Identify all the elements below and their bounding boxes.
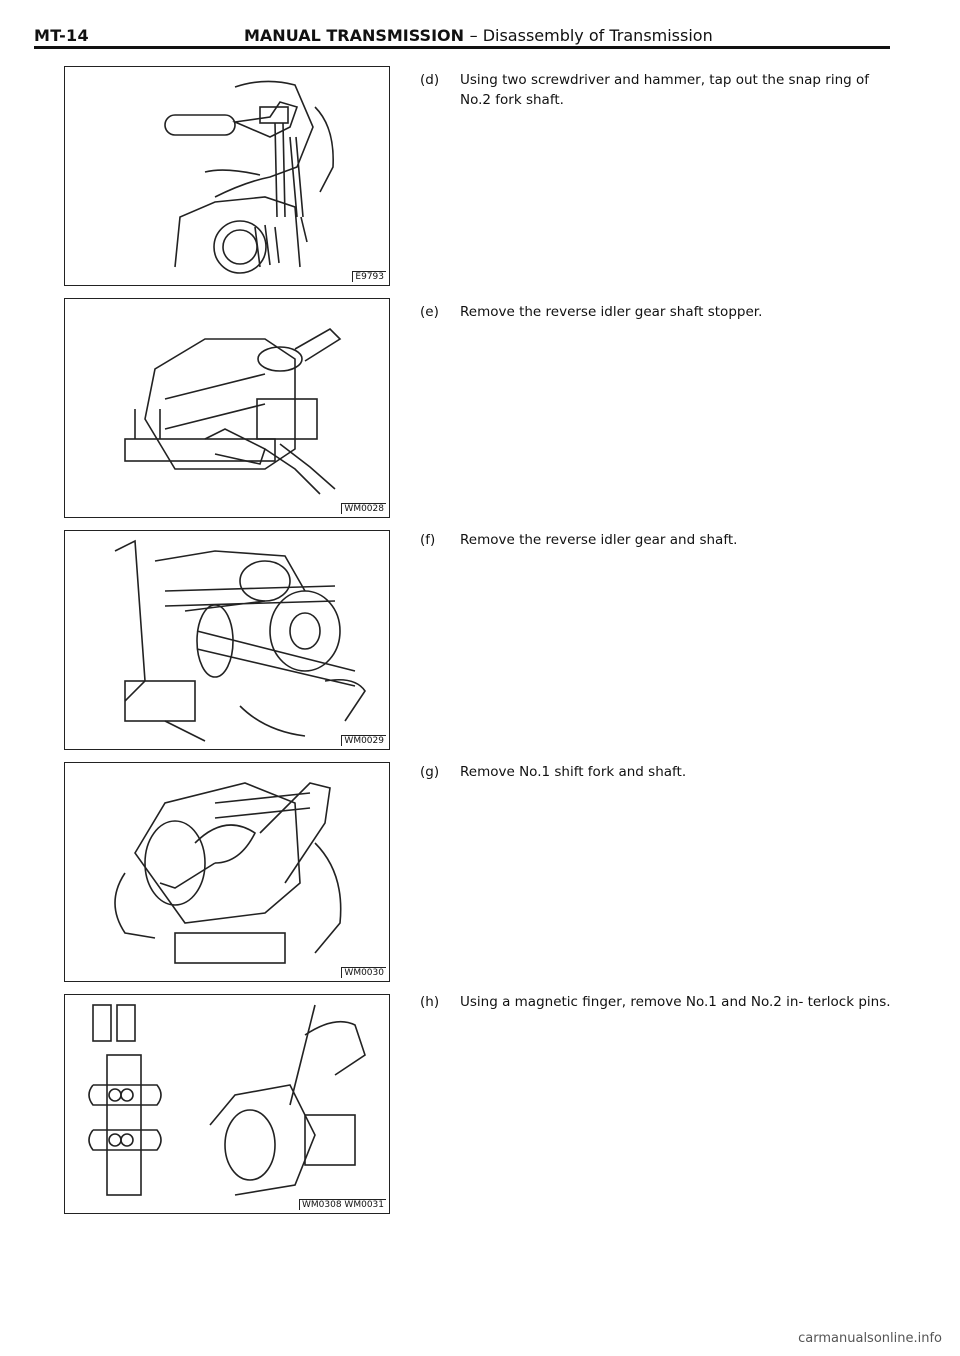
figure-code: WM0029 — [341, 735, 386, 746]
step-text: Remove the reverse idler gear shaft stopper. — [460, 304, 763, 320]
step-text: Remove the reverse idler gear and shaft. — [460, 532, 738, 548]
step-letter: (g) — [420, 764, 440, 780]
watermark: carmanualsonline.info — [798, 1331, 942, 1346]
interlock-pins-illustration — [65, 995, 389, 1213]
figure-reverse-idler-gear — [64, 530, 390, 750]
step-letter: (h) — [420, 994, 440, 1010]
step-letter: (e) — [420, 304, 439, 320]
figure-shift-fork — [64, 762, 390, 982]
figure-snap-ring-removal — [64, 66, 390, 286]
header-rule — [34, 46, 890, 49]
step-letter: (f) — [420, 532, 436, 548]
shaft-stopper-illustration — [65, 299, 389, 517]
page-code: MT-14 — [34, 26, 89, 45]
page-title — [244, 26, 713, 45]
idler-gear-illustration — [65, 531, 389, 749]
snap-ring-illustration — [65, 67, 389, 285]
figure-code: WM0030 — [341, 967, 386, 978]
section-title: MANUAL TRANSMISSION — [244, 26, 465, 45]
figure-code: WM0308 WM0031 — [299, 1199, 386, 1210]
step-text: Using two screwdriver and hammer, tap out the snap ring of No.2 fork shaft. — [460, 72, 870, 108]
shift-fork-illustration — [65, 763, 389, 981]
figure-code: WM0028 — [341, 503, 386, 514]
figure-interlock-pins — [64, 994, 390, 1214]
step-text: Remove No.1 shift fork and shaft. — [460, 764, 687, 780]
section-subtitle: – Disassembly of Transmission — [469, 26, 713, 45]
figure-idler-shaft-stopper — [64, 298, 390, 518]
step-letter: (d) — [420, 72, 440, 88]
figure-code: E9793 — [352, 271, 386, 282]
step-text: Using a magnetic finger, remove No.1 and No.2 in- terlock pins. — [460, 994, 891, 1010]
